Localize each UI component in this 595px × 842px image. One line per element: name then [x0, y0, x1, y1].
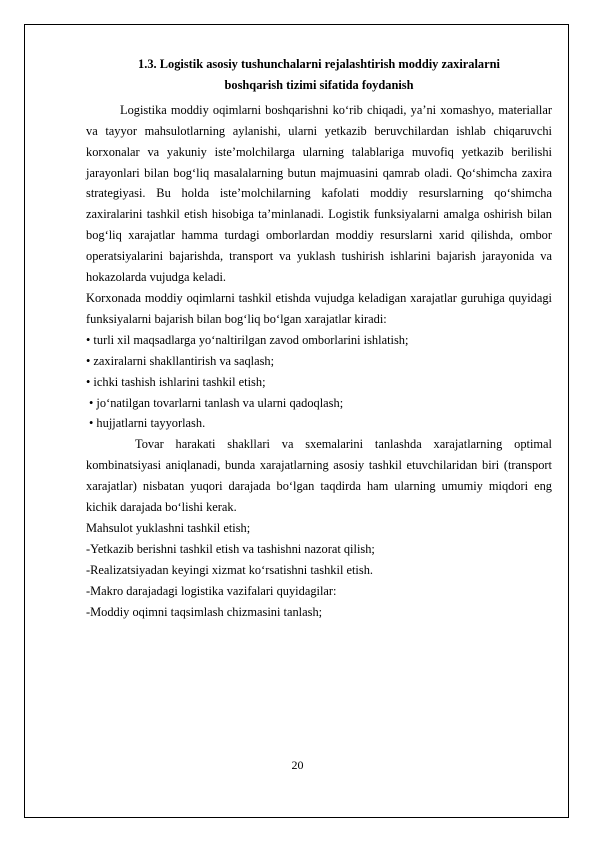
text-line: -Makro darajadagi logistika vazifalari quyidagilar:: [86, 583, 337, 598]
page-number: 20: [291, 758, 304, 772]
list-item: • zaxiralarni shakllantirish va saqlash;: [86, 353, 275, 368]
section-title-line-1: 1.3. Logistik asosiy tushunchalarni rejalashtirish moddiy zaxiralarni: [138, 57, 500, 71]
text-line: -Yetkazib berishni tashkil etish va tashishni nazorat qilish;: [86, 541, 375, 556]
section-title-line-2: boshqarish tizimi sifatida foydanish: [224, 77, 414, 92]
list-item: • jo‘natilgan tovarlarni tanlash va ularni qadoqlash;: [89, 395, 344, 410]
list-item: • hujjatlarni tayyorlash.: [89, 416, 206, 431]
text-line: -Realizatsiyadan keyingi xizmat ko‘rsatishni tashkil etish.: [86, 562, 373, 577]
document-body: [86, 54, 552, 622]
paragraph-cost-combination: Tovar harakati shakllari va sxemalarini tanlashda xarajatlarning optimal kombinatsiyasi aniqlanadi, bunda xarajatlarning asosiy tashkil etuvchilaridan biri (transport xarajatlar) nisbatan yuqori darajada bo‘lgan taqdirda ham ularning umumiy miqdori eng kichik darajada bo‘lishi kerak.: [86, 437, 552, 515]
section-title: [86, 54, 552, 96]
text-line: Mahsulot yuklashni tashkil etish;: [86, 520, 251, 535]
paragraph-cost-groups: Korxonada moddiy oqimlarni tashkil etishda vujudga keladigan xarajatlar guruhiga quyidagi funksiyalarni bajarish bilan bog‘liq bo‘lgan xarajatlar kiradi:: [86, 290, 552, 326]
list-item: • turli xil maqsadlarga yo‘naltirilgan zavod omborlarini ishlatish;: [86, 332, 409, 347]
paragraph-logistics-intro: Logistika moddiy oqimlarni boshqarishni ko‘rib chiqadi, ya’ni xomashyo, materiallar va tayyor mahsulotlarning aylanishi, ularni yetkazib beruvchilardan ishlab chiqaruvchi korxonalar va yakuniy iste’molchilarga ularning talablariga muvofiq yetkazib berilishi jarayonlari bilan bog‘liq masalalarning butun majmuasini qamrab oladi. Qo‘shimcha zaxira strategiyasi. Bu holda iste’molchilarning kafolati moddiy resurslarning qo‘shimcha zaxiralarini tashkil etish hisobiga ta’minlanadi. Logistik funksiyalarni amalga oshirish bilan bog‘liq xarajatlar hamma turdagi omborlardan moddiy resurslarni xarid qilishda, ombor operatsiyalarini bajarishda, transport va yuklash tushirish ishlarini bajarish jarayonida va hokazolarda vujudga keladi.: [86, 102, 552, 285]
text-line: -Moddiy oqimni taqsimlash chizmasini tanlash;: [86, 604, 323, 619]
list-item: • ichki tashish ishlarini tashkil etish;: [86, 374, 266, 389]
